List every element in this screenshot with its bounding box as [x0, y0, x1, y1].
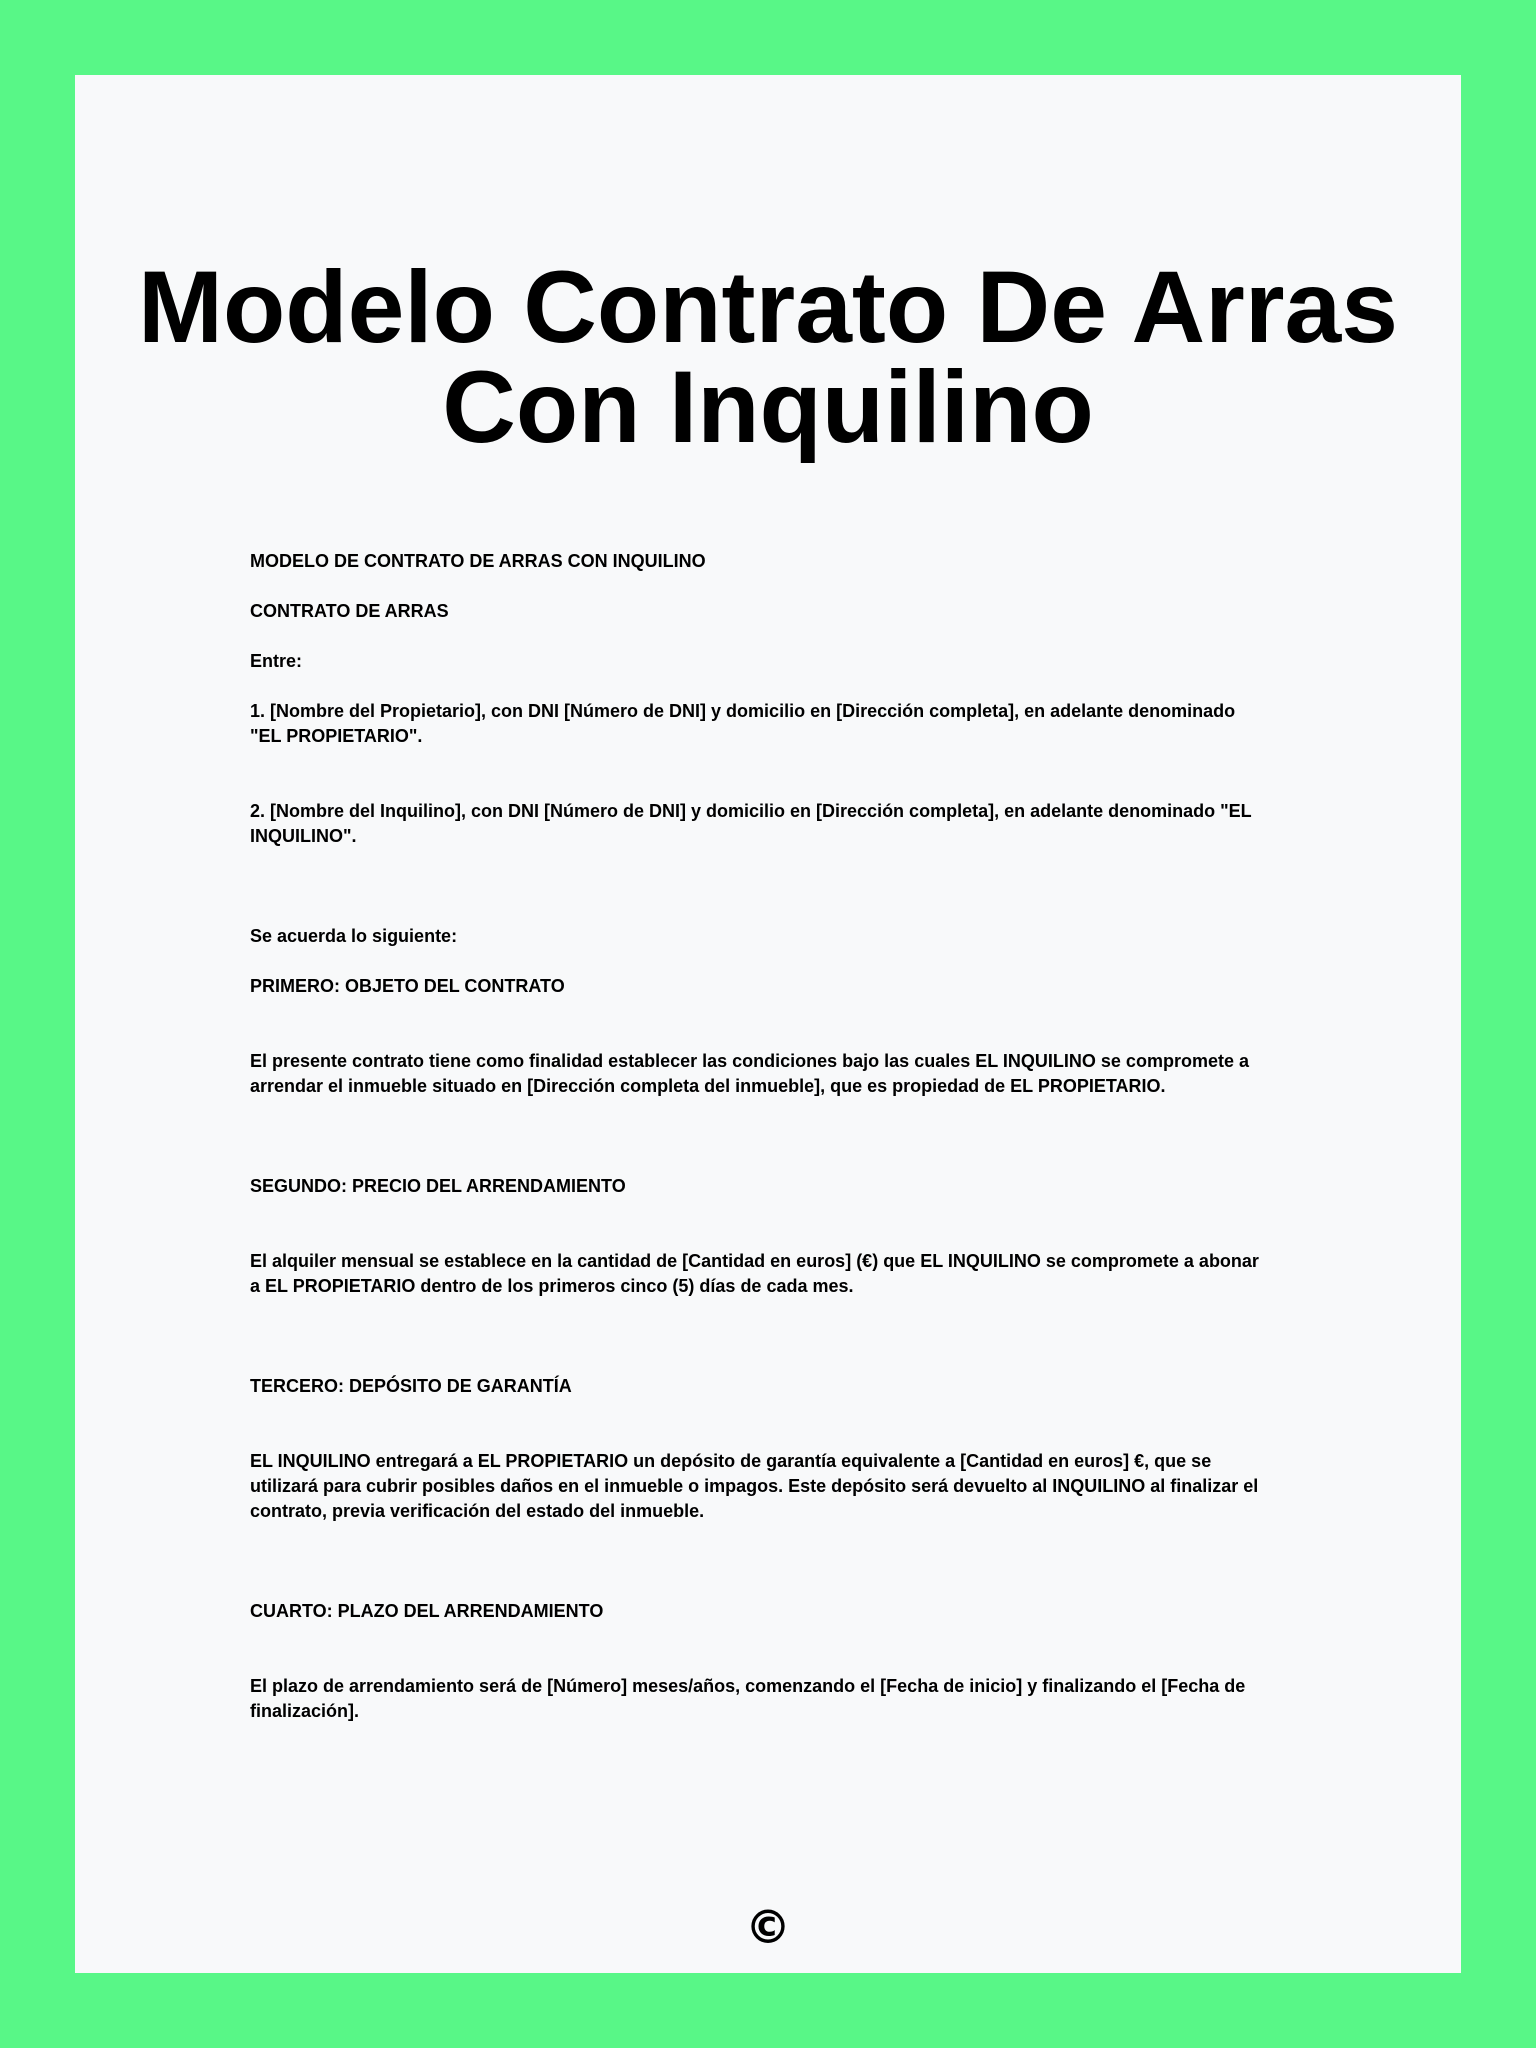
- clause-3-heading: TERCERO: DEPÓSITO DE GARANTÍA: [250, 1376, 572, 1396]
- copyright-icon: ©: [745, 1900, 791, 1954]
- clause-4-heading: CUARTO: PLAZO DEL ARRENDAMIENTO: [250, 1601, 604, 1621]
- clause-1-heading: PRIMERO: OBJETO DEL CONTRATO: [250, 976, 565, 996]
- document-body: [250, 549, 1260, 1724]
- party-owner: 1. [Nombre del Propietario], con DNI [Número de DNI] y domicilio en [Dirección completa], en adelante denominado "EL PROPIETARIO".: [250, 701, 1236, 746]
- parties-intro: Entre:: [250, 651, 303, 671]
- document-title-line-2: Con Inquilino: [442, 350, 1094, 464]
- document-title: [75, 250, 1461, 464]
- contract-subheading: CONTRATO DE ARRAS: [250, 601, 449, 621]
- clause-1-text: El presente contrato tiene como finalidad establecer las condiciones bajo las cuales EL INQUILINO se compromete a arrendar el inmueble situado en [Dirección completa del inmueble], que es propiedad de EL PROPIETARIO.: [250, 1051, 1249, 1096]
- clause-2-heading: SEGUNDO: PRECIO DEL ARRENDAMIENTO: [250, 1176, 626, 1196]
- agreement-intro: Se acuerda lo siguiente:: [250, 926, 458, 946]
- clause-2-text: El alquiler mensual se establece en la cantidad de [Cantidad en euros] (€) que EL INQUILINO se compromete a abonar a EL PROPIETARIO dentro de los primeros cinco (5) días de cada mes.: [250, 1251, 1259, 1296]
- document-title-line-1: Modelo Contrato De Arras: [137, 250, 1398, 364]
- document-heading: MODELO DE CONTRATO DE ARRAS CON INQUILINO: [250, 551, 706, 571]
- party-tenant: 2. [Nombre del Inquilino], con DNI [Número de DNI] y domicilio en [Dirección completa], en adelante denominado "EL INQUILINO".: [250, 801, 1252, 846]
- document-page: [75, 75, 1461, 1973]
- clause-3-text: EL INQUILINO entregará a EL PROPIETARIO un depósito de garantía equivalente a [Cantidad en euros] €, que se utilizará para cubrir posibles daños en el inmueble o impagos. Este depósito será devuelto al INQUILINO al finalizar el contrato, previa verificación del estado del inmueble.: [250, 1451, 1259, 1521]
- clause-4-text: El plazo de arrendamiento será de [Número] meses/años, comenzando el [Fecha de inicio] y finalizando el [Fecha de finalización].: [250, 1676, 1246, 1721]
